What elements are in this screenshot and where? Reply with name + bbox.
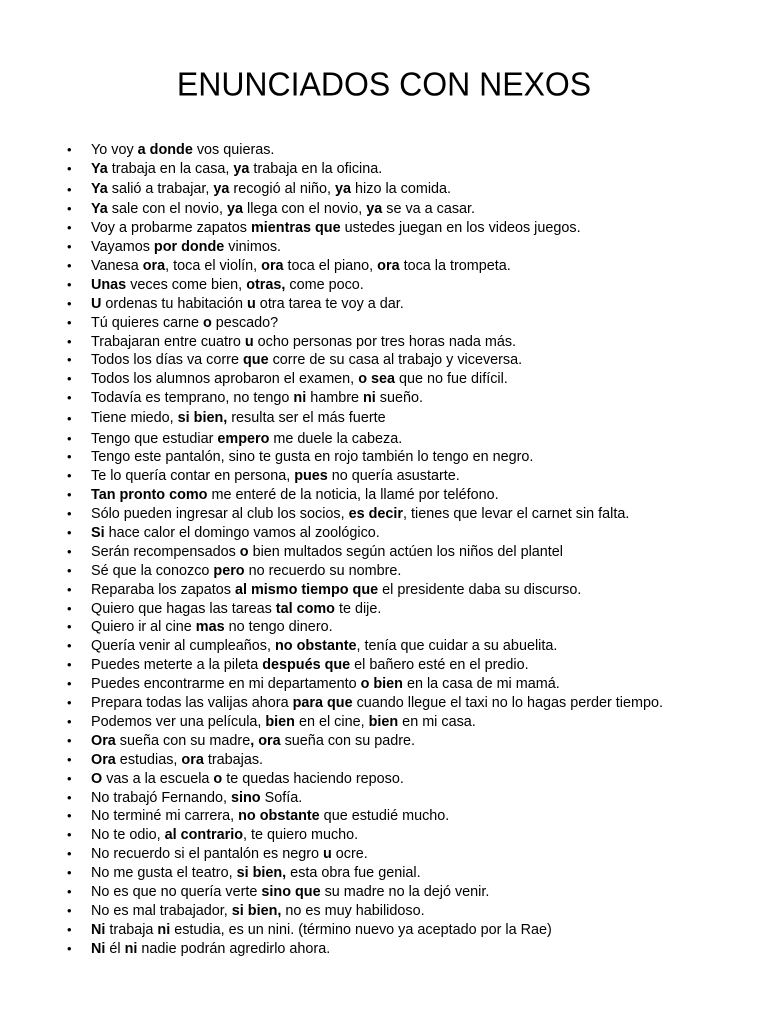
sentence-list [67, 141, 747, 959]
sentence-text: Todos los días va corre [91, 352, 243, 369]
sentence-item [67, 789, 747, 808]
sentence-text: esta obra fue genial. [286, 865, 421, 882]
nexo-text: otras, [246, 276, 286, 293]
nexo-text: , ora [250, 732, 281, 749]
sentence-text: en la casa de mi mamá. [402, 676, 560, 693]
sentence-item [67, 238, 747, 257]
sentence-text: te quedas haciendo reposo. [222, 770, 404, 787]
sentence-item [67, 902, 747, 921]
sentence-item [67, 505, 747, 524]
sentence-text: No es mal trabajador, [91, 902, 232, 919]
nexo-text: no obstante [274, 638, 357, 655]
sentence-text: Todos los alumnos aprobaron el examen, [91, 371, 359, 388]
nexo-text: ni [124, 940, 138, 957]
sentence-text: Puedes encontrarme en mi departamento [91, 676, 361, 693]
nexo-text: ora [181, 751, 204, 768]
sentence-text: estudia, es un nini. (término nuevo ya aceptado por la Rae) [170, 921, 552, 938]
sentence-text: trabaja en la oficina. [249, 160, 383, 177]
nexo-text: al mismo tiempo que [235, 581, 379, 598]
bullet-icon: • [67, 352, 72, 368]
sentence-text: Sofía. [260, 789, 303, 806]
sentence-item [67, 430, 747, 449]
nexo-text: bien [368, 713, 399, 730]
sentence-text: trabaja [105, 921, 158, 938]
sentence-text: Sé que la conozco [91, 562, 214, 579]
sentence-item [67, 389, 747, 408]
sentence-text: , tienes que levar el carnet sin falta. [403, 506, 630, 523]
sentence-text: Prepara todas las valijas ahora [91, 695, 293, 712]
sentence-item [67, 333, 747, 352]
nexo-text: empero [217, 430, 270, 447]
nexo-text: ora [377, 257, 400, 274]
sentence-text: Tengo este pantalón, sino te gusta en rojo también lo tengo en negro. [91, 449, 534, 466]
sentence-text: ocho personas por tres horas nada más. [253, 333, 517, 350]
bullet-icon: • [67, 371, 72, 387]
sentence-text: el bañero esté en el predio. [350, 657, 529, 674]
sentence-item [67, 940, 747, 959]
nexo-text: no obstante [238, 808, 320, 825]
nexo-text: O [91, 770, 103, 787]
sentence-text: el presidente daba su discurso. [378, 581, 582, 598]
sentence-item [67, 351, 747, 370]
sentence-item [67, 562, 747, 581]
sentence-text: salió a trabajar, [107, 180, 214, 197]
nexo-text: ya [335, 180, 352, 197]
sentence-text: no recuerdo su nombre. [244, 562, 402, 579]
nexo-text: por donde [153, 239, 225, 256]
sentence-text: no quería asustarte. [327, 468, 460, 485]
nexo-text: o bien [360, 676, 403, 693]
nexo-text: a donde [137, 142, 193, 158]
bullet-icon: • [67, 883, 72, 899]
nexo-text: ni [157, 921, 171, 938]
sentence-text: Vanesa [91, 257, 143, 274]
sentence-text: No es que no quería verte [91, 883, 262, 900]
nexo-text: si bien, [177, 410, 228, 427]
sentence-text: vinimos. [224, 239, 282, 256]
sentence-text: No te odio, [91, 827, 165, 844]
sentence-text: otra tarea te voy a dar. [255, 295, 404, 312]
bullet-icon: • [67, 257, 72, 273]
bullet-icon: • [67, 732, 72, 748]
sentence-text: Yo voy [91, 142, 138, 158]
nexo-text: es decir [348, 506, 403, 523]
sentence-text: trabaja en la casa, [107, 160, 234, 177]
bullet-icon: • [67, 921, 72, 937]
bullet-icon: • [67, 390, 72, 406]
sentence-text: bien multados según actúen los niños del plantel [248, 543, 564, 560]
sentence-item [67, 826, 747, 845]
sentence-text: Tengo que estudiar [91, 430, 218, 447]
sentence-item [67, 770, 747, 789]
bullet-icon: • [67, 525, 72, 541]
bullet-icon: • [67, 695, 72, 711]
sentence-item [67, 448, 747, 467]
sentence-text: ordenas tu habitación [101, 295, 248, 312]
sentence-text: No terminé mi carrera, [91, 808, 239, 825]
bullet-icon: • [67, 276, 72, 292]
sentence-text: estudias, [115, 751, 182, 768]
nexo-text: ya [233, 160, 250, 177]
nexo-text: U [91, 295, 102, 312]
sentence-item [67, 295, 747, 314]
sentence-text: que estudié mucho. [319, 808, 450, 825]
sentence-text: Reparaba los zapatos [91, 581, 235, 598]
nexo-text: u [244, 333, 254, 350]
bullet-icon: • [67, 770, 72, 786]
nexo-text: Ya [91, 160, 108, 177]
nexo-text: ya [366, 201, 383, 218]
sentence-text: Serán recompensados [91, 543, 240, 560]
sentence-item [67, 200, 747, 219]
sentence-item [67, 408, 747, 430]
sentence-text: trabajas. [203, 751, 264, 768]
bullet-icon: • [67, 239, 72, 255]
bullet-icon: • [67, 487, 72, 503]
nexo-text: después que [262, 657, 351, 674]
sentence-text: corre de su casa al trabajo y viceversa. [268, 352, 523, 369]
nexo-text: Ora [91, 751, 116, 768]
bullet-icon: • [67, 142, 72, 157]
nexo-text: Tan pronto como [91, 487, 208, 504]
sentence-text: vos quieras. [192, 142, 275, 158]
sentence-item [67, 883, 747, 902]
nexo-text: mas [195, 619, 225, 636]
sentence-text: me duele la cabeza. [269, 430, 403, 447]
nexo-text: u [323, 846, 332, 863]
bullet-icon: • [67, 449, 72, 465]
nexo-text: si bien, [231, 902, 282, 919]
sentence-text: , toca el violín, [165, 257, 262, 274]
nexo-text: Si [91, 525, 105, 542]
sentence-text: No trabajó Fernando, [91, 789, 231, 806]
sentence-text: Voy a probarme zapatos [91, 220, 251, 237]
sentence-item [67, 141, 747, 160]
nexo-text: o [213, 770, 223, 787]
sentence-text: que no fue difícil. [395, 371, 508, 388]
nexo-text: al contrario [164, 827, 243, 844]
bullet-icon: • [67, 789, 72, 805]
sentence-text: Quiero ir al cine [91, 619, 196, 636]
nexo-text: Ora [91, 732, 116, 749]
bullet-icon: • [67, 181, 72, 197]
nexo-text: ni [363, 390, 376, 407]
sentence-text: en el cine, [294, 713, 369, 730]
nexo-text: ni [293, 390, 307, 407]
bullet-icon: • [67, 411, 72, 427]
sentence-text: ocre. [331, 846, 368, 863]
nexo-text: para que [292, 695, 353, 712]
nexo-text: tal como [275, 600, 335, 617]
sentence-item [67, 257, 747, 276]
bullet-icon: • [67, 220, 72, 236]
nexo-text: ya [213, 180, 230, 197]
sentence-text: hace calor el domingo vamos al zoológico. [104, 525, 380, 542]
sentence-item [67, 751, 747, 770]
sentence-item [67, 675, 747, 694]
bullet-icon: • [67, 430, 72, 446]
sentence-item [67, 845, 747, 864]
sentence-item [67, 160, 747, 179]
nexo-text: pero [213, 562, 245, 579]
sentence-item [67, 713, 747, 732]
bullet-icon: • [67, 506, 72, 522]
sentence-text: No me gusta el teatro, [91, 865, 237, 882]
sentence-text: , te quiero mucho. [242, 827, 359, 844]
nexo-text: o [202, 314, 212, 331]
sentence-item [67, 637, 747, 656]
sentence-text: Quería venir al cumpleaños, [91, 638, 275, 655]
sentence-item [67, 656, 747, 675]
sentence-text: Vayamos [91, 239, 154, 256]
nexo-text: mientras que [251, 220, 341, 237]
bullet-icon: • [67, 543, 72, 559]
sentence-text: Quiero que hagas las tareas [91, 600, 276, 617]
sentence-text: su madre no la dejó venir. [320, 883, 490, 900]
bullet-icon: • [67, 676, 72, 692]
nexo-text: o sea [358, 371, 395, 388]
bullet-icon: • [67, 638, 72, 654]
bullet-icon: • [67, 201, 72, 217]
sentence-text: resulta ser el más fuerte [227, 410, 386, 427]
bullet-icon: • [67, 468, 72, 484]
sentence-text: No recuerdo si el pantalón es negro [91, 846, 323, 863]
sentence-text: me enteré de la noticia, la llamé por teléfono. [207, 487, 499, 504]
sentence-item [67, 276, 747, 295]
bullet-icon: • [67, 657, 72, 673]
sentence-text: Podemos ver una película, [91, 713, 266, 730]
sentence-text: te dije. [334, 600, 382, 617]
sentence-item [67, 694, 747, 713]
nexo-text: sino que [261, 883, 321, 900]
sentence-text: no es muy habilidoso. [281, 902, 425, 919]
sentence-text: Tiene miedo, [91, 410, 178, 427]
nexo-text: ora [142, 257, 166, 274]
nexo-text: Ni [91, 940, 106, 957]
sentence-item [67, 864, 747, 883]
sentence-item [67, 600, 747, 619]
sentence-item [67, 543, 747, 562]
bullet-icon: • [67, 846, 72, 862]
bullet-icon: • [67, 160, 72, 176]
sentence-text: no tengo dinero. [224, 619, 333, 636]
sentence-item [67, 179, 747, 201]
bullet-icon: • [67, 619, 72, 635]
bullet-icon: • [67, 295, 72, 311]
sentence-text: Puedes meterte a la pileta [91, 657, 263, 674]
sentence-item [67, 467, 747, 486]
sentence-item [67, 807, 747, 826]
sentence-item [67, 618, 747, 637]
sentence-text: hambre [306, 390, 363, 407]
sentence-item [67, 314, 747, 333]
sentence-text: sueña con su madre [115, 732, 251, 749]
sentence-item [67, 486, 747, 505]
nexo-text: si bien, [236, 865, 287, 882]
sentence-text: vas a la escuela [102, 770, 214, 787]
sentence-item [67, 581, 747, 600]
bullet-icon: • [67, 865, 72, 881]
nexo-text: Ni [91, 921, 106, 938]
bullet-icon: • [67, 940, 72, 956]
nexo-text: ora [261, 257, 284, 274]
bullet-icon: • [67, 827, 72, 843]
nexo-text: que [242, 352, 269, 369]
sentence-text: Tú quieres carne [91, 314, 203, 331]
bullet-icon: • [67, 713, 72, 729]
sentence-text: sueña con su padre. [280, 732, 416, 749]
sentence-text: recogió al niño, [229, 180, 336, 197]
sentence-text: , tenía que cuidar a su abuelita. [356, 638, 558, 655]
sentence-text: pescado? [211, 314, 279, 331]
bullet-icon: • [67, 902, 72, 918]
sentence-text: cuando llegue el taxi no lo hagas perder tiempo. [352, 695, 663, 712]
sentence-text: Sólo pueden ingresar al club los socios, [91, 506, 349, 523]
bullet-icon: • [67, 333, 72, 349]
bullet-icon: • [67, 751, 72, 767]
sentence-item [67, 921, 747, 940]
sentence-text: en mi casa. [398, 713, 476, 730]
bullet-icon: • [67, 581, 72, 597]
bullet-icon: • [67, 600, 72, 616]
nexo-text: bien [265, 713, 295, 730]
sentence-text: nadie podrán agredirlo ahora. [137, 940, 331, 957]
sentence-text: Te lo quería contar en persona, [91, 468, 295, 485]
sentence-text: llega con el novio, [243, 201, 367, 218]
sentence-text: Trabajaran entre cuatro [91, 333, 245, 350]
nexo-text: Unas [91, 276, 127, 293]
sentence-text: sale con el novio, [107, 201, 228, 218]
nexo-text: u [247, 295, 256, 312]
nexo-text: ya [227, 201, 244, 218]
bullet-icon: • [67, 562, 72, 578]
nexo-text: pues [294, 468, 328, 485]
nexo-text: o [239, 543, 249, 560]
nexo-text: sino [231, 789, 261, 806]
nexo-text: Ya [91, 201, 108, 218]
sentence-item [67, 370, 747, 389]
sentence-text: se va a casar. [382, 201, 476, 218]
sentence-text: toca el piano, [283, 257, 378, 274]
sentence-text: Todavía es temprano, no tengo [91, 390, 294, 407]
sentence-text: sueño. [375, 390, 424, 407]
bullet-icon: • [67, 314, 72, 330]
sentence-text: toca la trompeta. [399, 257, 511, 274]
sentence-item [67, 524, 747, 543]
nexo-text: Ya [91, 180, 108, 197]
sentence-text: hizo la comida. [351, 180, 452, 197]
page-title: ENUNCIADOS CON NEXOS [176, 65, 592, 103]
sentence-item [67, 219, 747, 238]
sentence-text: veces come bien, [126, 276, 247, 293]
sentence-text: ustedes juegan en los videos juegos. [340, 220, 581, 237]
sentence-text: él [105, 940, 125, 957]
sentence-text: come poco. [285, 276, 364, 293]
bullet-icon: • [67, 808, 72, 824]
sentence-item [67, 732, 747, 751]
